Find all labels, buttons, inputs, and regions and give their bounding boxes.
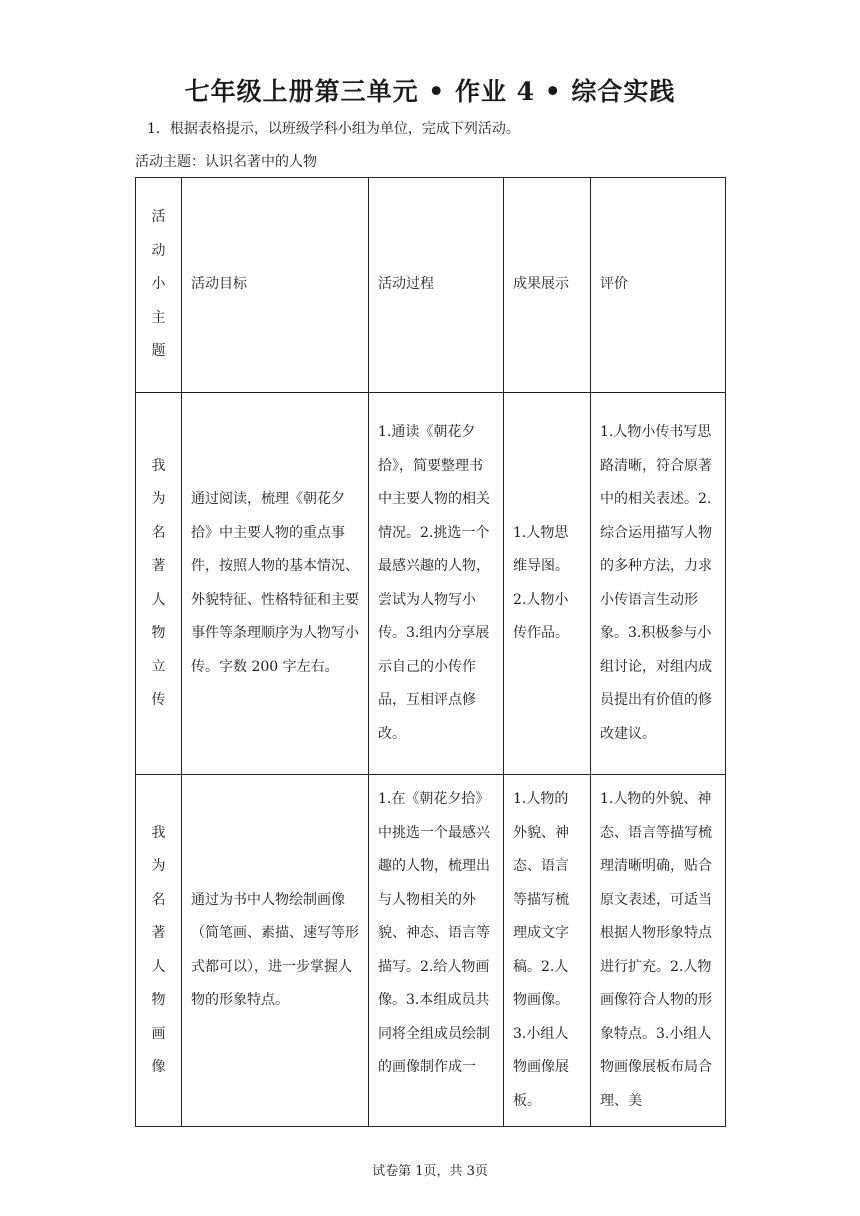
page-footer: 试卷第 1页，共 3页	[372, 1164, 488, 1179]
row-goal: 通过阅读，梳理《朝花夕拾》中主要人物的重点事件，按照人物的基本情况、外貌特征、性格特征和主要事件等条理顺序为人物写小传。字数 200 字左右。	[182, 393, 369, 775]
row-process: 1.通读《朝花夕拾》，简要整理书中主要人物的相关情况。2.挑选一个最感兴趣的人物，尝试为人物写小传。3.组内分享展示自己的小传作品，互相评点修改。	[369, 393, 504, 775]
header-topic: 活动小主题	[136, 178, 182, 393]
activity-theme: 活动主题：认识名著中的人物	[135, 154, 317, 170]
activity-table	[135, 177, 726, 1127]
row-result: 1.人物的外貌、神态、语言等描写梳理成文字稿。2.人物画像。3.小组人物画像展板。	[504, 775, 591, 1127]
table-row	[136, 393, 726, 775]
row-topic: 我为名著人物立传	[136, 393, 182, 775]
table-header-row	[136, 178, 726, 393]
row-evaluation: 1.人物的外貌、神态、语言等描写梳理清晰明确，贴合原文表述，可适当根据人物形象特点进行扩充。2.人物画像符合人物的形象特点。3.小组人物画像展板布局合理、美	[591, 775, 726, 1127]
table-row	[136, 775, 726, 1127]
row-result: 1.人物思维导图。2.人物小传作品。	[504, 393, 591, 775]
question-text: 1．根据表格提示，以班级学科小组为单位，完成下列活动。	[147, 121, 520, 137]
page-title: 七年级上册第三单元 • 作业 4 • 综合实践	[184, 77, 676, 106]
header-result: 成果展示	[504, 178, 591, 393]
row-goal: 通过为书中人物绘制画像（简笔画、素描、速写等形式都可以），进一步掌握人物的形象特点。	[182, 775, 369, 1127]
row-process: 1.在《朝花夕拾》中挑选一个最感兴趣的人物，梳理出与人物相关的外貌、神态、语言等描写。2.给人物画像。3.本组成员共同将全组成员绘制的画像制作成一	[369, 775, 504, 1127]
header-goal: 活动目标	[182, 178, 369, 393]
row-topic: 我为名著人物画像	[136, 775, 182, 1127]
header-evaluation: 评价	[591, 178, 726, 393]
row-evaluation: 1.人物小传书写思路清晰，符合原著中的相关表述。2.综合运用描写人物的多种方法，力求小传语言生动形象。3.积极参与小组讨论，对组内成员提出有价值的修改建议。	[591, 393, 726, 775]
header-process: 活动过程	[369, 178, 504, 393]
